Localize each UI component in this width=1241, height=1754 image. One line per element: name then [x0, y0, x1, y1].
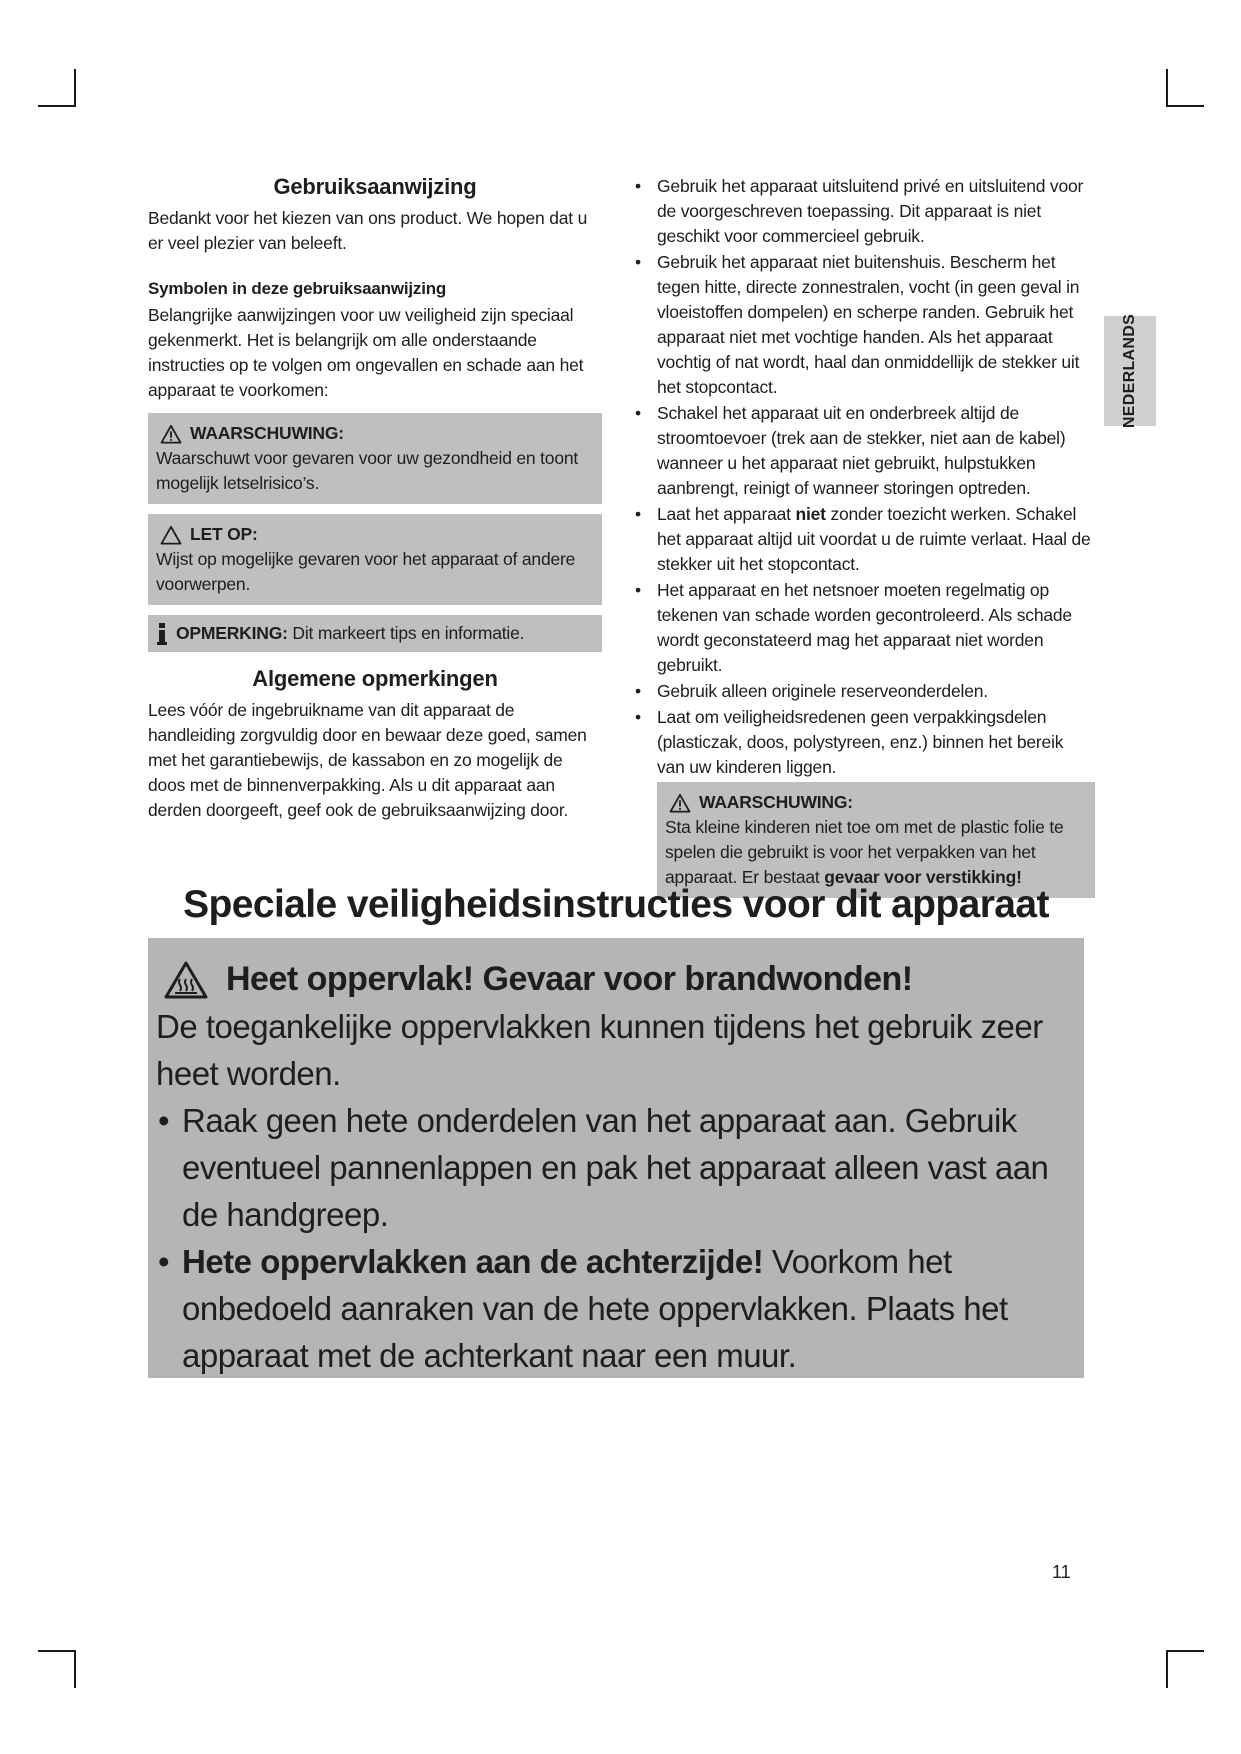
caution-triangle-icon: [160, 525, 182, 545]
symbols-text: Belangrijke aanwijzingen voor uw veiligheid zijn speciaal gekenmerkt. Het is belangrijk om alle onderstaande instructies op te volgen om ongevallen en schade aan het apparaat te voorkomen:: [148, 305, 584, 400]
warning-bold: gevaar voor verstikking!: [824, 867, 1022, 887]
crop-mark: [38, 105, 76, 107]
warning-label: WAARSCHUWING:: [190, 423, 344, 443]
list-item: • Raak geen hete onderdelen van het apparaat aan. Gebruik eventueel pannenlappen en pak het apparaat alleen vast aan de handgreep.: [156, 1097, 1076, 1238]
caution-label: LET OP:: [190, 524, 258, 544]
list-item: • Laat om veiligheidsredenen geen verpakkingsdelen (plasticzak, doos, polystyreen, enz.) binnen het bereik van uw kinderen liggen.: [633, 705, 1095, 780]
list-item: [633, 502, 1095, 577]
crop-mark: [74, 69, 76, 107]
language-tab-label: NEDERLANDS: [1121, 313, 1138, 429]
hot-surface-heading: [156, 956, 1076, 1003]
list-item-text: Laat het apparaat: [657, 504, 796, 524]
section-title-gebruiksaanwijzing: Gebruiksaanwijzing: [273, 174, 477, 199]
special-safety-title: Speciale veiligheidsinstructies voor dit apparaat: [183, 883, 1049, 926]
page-number: 11: [1052, 1562, 1071, 1582]
list-item: • Schakel het apparaat uit en onderbreek altijd de stroomtoevoer (trek aan de stekker, niet aan de kabel) wanneer u het apparaat niet gebruikt, hulpstukken aanbrengt, reinigt of wanneer storingen optreden.: [633, 401, 1095, 501]
hot-surface-text: De toegankelijke oppervlakken kunnen tijdens het gebruik zeer heet worden.: [156, 1008, 1043, 1092]
intro-text: Bedankt voor het kiezen van ons product. We hopen dat u er veel plezier van beleeft.: [148, 208, 588, 253]
warning-box-title: [156, 421, 594, 446]
section-title-algemene-opmerkingen: Algemene opmerkingen: [252, 666, 498, 691]
warning-label: WAARSCHUWING:: [699, 792, 853, 812]
packaging-warning-text: [665, 815, 1087, 890]
note-text: Dit markeert tips en informatie.: [287, 623, 525, 643]
crop-mark: [1166, 1650, 1168, 1688]
crop-mark: [74, 1650, 76, 1688]
note-content: [176, 621, 524, 646]
warning-triangle-icon: [160, 424, 182, 444]
crop-mark: [1166, 1650, 1204, 1652]
packaging-warning-title: [665, 790, 1087, 815]
list-item-bold: Hete oppervlakken aan de achterzijde!: [182, 1243, 764, 1280]
list-item: • Het apparaat en het netsnoer moeten regelmatig op tekenen van schade worden gecontroleerd. Als schade wordt geconstateerd mag het apparaat niet worden gebruikt.: [633, 578, 1095, 678]
left-column: [148, 172, 602, 823]
symbols-heading: Symbolen in deze gebruiksaanwijzing: [148, 279, 447, 298]
right-column: [633, 174, 1095, 898]
general-text: Lees vóór de ingebruikname van dit apparaat de handleiding zorgvuldig door en bewaar deze goed, samen met het garantiebewijs, de kassabon en zo mogelijk de doos met de binnenverpakking. Als u dit apparaat aan derden doorgeeft, geef ook de gebruiksaanwijzing door.: [148, 700, 587, 820]
list-item: [156, 1238, 1076, 1379]
list-item: • Gebruik het apparaat niet buitenshuis. Bescherm het tegen hitte, directe zonnestralen, vocht (in geen geval in vloeistoffen dompelen) en scherpe randen. Gebruik het apparaat niet met vochtige handen. Als het apparaat vochtig of nat wordt, haal dan onmiddellijk de stekker uit het stopcontact.: [633, 250, 1095, 400]
list-item: • Gebruik alleen originele reserveonderdelen.: [633, 679, 1095, 704]
warning-triangle-icon: [669, 793, 691, 813]
warning-text: Sta kleine kinderen niet toe om met de plastic folie te spelen die gebruikt is voor het verpakken van het apparaat. Er bestaat: [665, 817, 1064, 887]
list-item-text: Voorkom het onbedoeld aanraken van de hete oppervlakken. Plaats het apparaat met de achterkant naar een muur.: [182, 1243, 1008, 1374]
hot-surface-icon: [164, 961, 208, 999]
warning-box: [148, 413, 602, 504]
list-item-bold: niet: [795, 504, 826, 524]
warning-text: Waarschuwt voor gevaren voor uw gezondheid en toont mogelijk letselrisico’s.: [156, 448, 579, 493]
info-icon: [156, 623, 168, 645]
safety-bullet-list: [633, 174, 1095, 780]
crop-mark: [1166, 105, 1204, 107]
note-label: OPMERKING:: [176, 623, 288, 643]
note-box: [148, 615, 602, 652]
caution-box-title: [156, 522, 594, 547]
crop-mark: [38, 1650, 76, 1652]
hot-surface-bullet-list: [156, 1097, 1076, 1379]
caution-box: [148, 514, 602, 605]
language-tab: [1104, 313, 1156, 429]
hot-surface-heading-text: Heet oppervlak! Gevaar voor brandwonden!: [226, 960, 913, 998]
list-item: • Gebruik het apparaat uitsluitend privé en uitsluitend voor de voorgeschreven toepassing. Dit apparaat is niet geschikt voor commercieel gebruik.: [633, 174, 1095, 249]
caution-text: Wijst op mogelijke gevaren voor het apparaat of andere voorwerpen.: [156, 549, 576, 594]
hot-surface-box: [148, 938, 1084, 1378]
crop-mark: [1166, 69, 1168, 107]
list-item-text: zonder toezicht werken. Schakel het apparaat altijd uit voordat u de ruimte verlaat. Haal de stekker uit het stopcontact.: [657, 504, 1091, 574]
